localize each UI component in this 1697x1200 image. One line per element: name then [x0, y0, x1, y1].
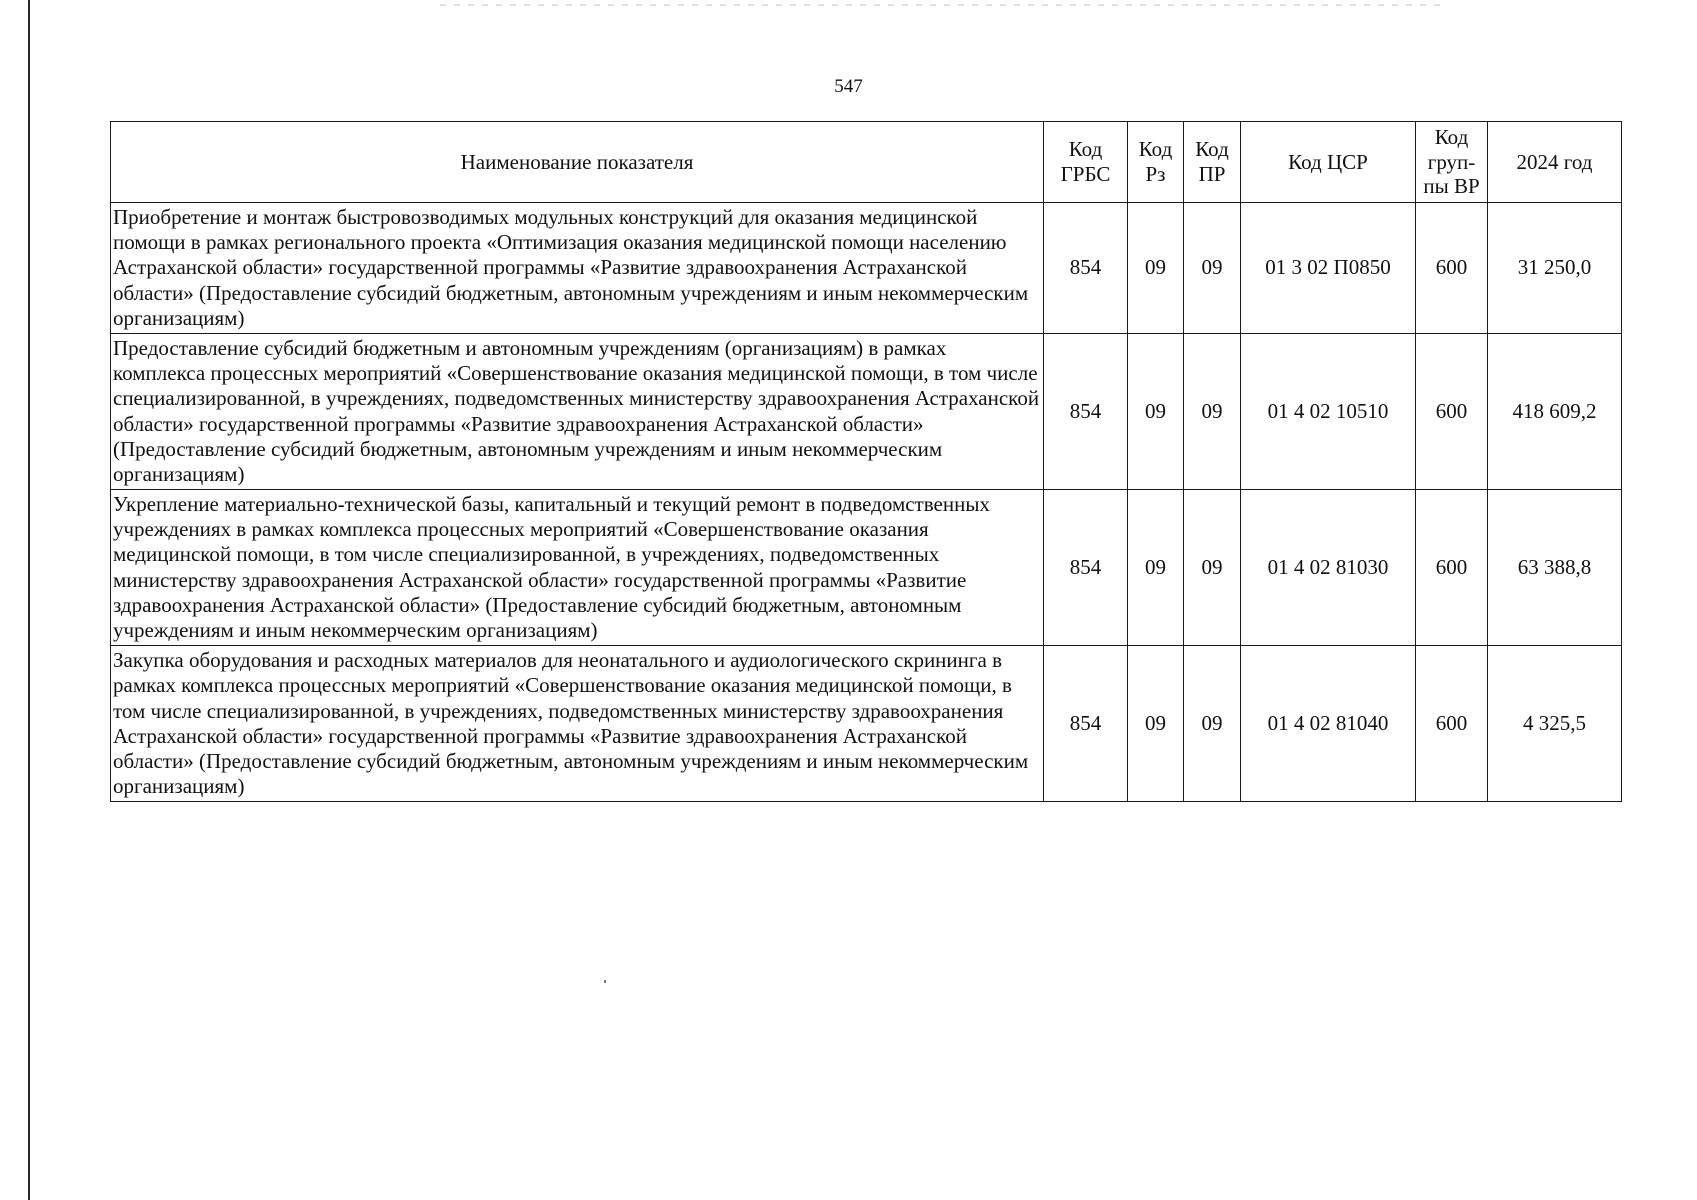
- header-year-2024: [1488, 122, 1622, 203]
- row-vr-code: 600: [1416, 203, 1488, 334]
- row-vr-code: 600: [1416, 333, 1488, 489]
- row-pr-code: 09: [1184, 333, 1241, 489]
- row-amount-2024: 31 250,0: [1488, 203, 1622, 334]
- header-rz-line2: Рз: [1145, 162, 1166, 186]
- row-csr-code: 01 4 02 10510: [1241, 333, 1416, 489]
- scan-speck: [604, 980, 606, 983]
- row-amount-2024: 4 325,5: [1488, 646, 1622, 802]
- row-csr-code: 01 4 02 81030: [1241, 490, 1416, 646]
- row-vr-code: 600: [1416, 646, 1488, 802]
- header-vr-line3: пы ВР: [1423, 174, 1480, 199]
- row-pr-code: 09: [1184, 203, 1241, 334]
- header-csr-code: [1241, 122, 1416, 203]
- table-row: [111, 646, 1622, 802]
- header-year-label: 2024 год: [1516, 149, 1593, 174]
- table-row: [111, 203, 1622, 334]
- header-vr-line2: груп-: [1427, 149, 1476, 174]
- row-rz-code: 09: [1128, 490, 1184, 646]
- header-vr-line1: Код: [1434, 124, 1469, 149]
- header-grbs-line2: ГРБС: [1060, 162, 1111, 186]
- table-header-row: [111, 122, 1622, 203]
- row-vr-code: 600: [1416, 490, 1488, 646]
- row-grbs-code: 854: [1044, 646, 1128, 802]
- row-grbs-code: 854: [1044, 490, 1128, 646]
- row-indicator-name: Приобретение и монтаж быстровозводимых модульных конструкций для оказания медицинской помощи в рамках регионального проекта «Оптимизация оказания медицинской помощи населению Астраханской области» государственной программы «Развитие здравоохранения Астраханской области» (Предоставление субсидий бюджетным, автономным учреждениям и иным некоммерческим организациям): [111, 203, 1044, 334]
- row-grbs-code: 854: [1044, 203, 1128, 334]
- table-row: [111, 490, 1622, 646]
- table-row: [111, 333, 1622, 489]
- header-csr-label: Код ЦСР: [1288, 149, 1368, 174]
- row-pr-code: 09: [1184, 490, 1241, 646]
- binding-edge-line: [28, 0, 30, 1200]
- row-csr-code: 01 4 02 81040: [1241, 646, 1416, 802]
- header-rz-line1: Код: [1138, 137, 1173, 162]
- header-rz-code: [1128, 122, 1184, 203]
- row-grbs-code: 854: [1044, 333, 1128, 489]
- row-indicator-name: Закупка оборудования и расходных материалов для неонатального и аудиологического скрининга в рамках комплекса процессных мероприятий «Совершенствование оказания медицинской помощи, в том числе специализированной, в учреждениях, подведомственных министерству здравоохранения Астраханской области» государственной программы «Развитие здравоохранения Астраханской области» (Предоставление субсидий бюджетным, автономным учреждениям и иным некоммерческим организациям): [111, 646, 1044, 802]
- page-number: 547: [834, 76, 863, 97]
- row-rz-code: 09: [1128, 646, 1184, 802]
- header-indicator-name: [111, 122, 1044, 203]
- row-csr-code: 01 3 02 П0850: [1241, 203, 1416, 334]
- header-grbs-code: [1044, 122, 1128, 203]
- budget-table: [110, 121, 1622, 802]
- row-indicator-name: Предоставление субсидий бюджетным и автономным учреждениям (организациям) в рамках комплекса процессных мероприятий «Совершенствование оказания медицинской помощи, в том числе специализированной, в учреждениях, подведомственных министерству здравоохранения Астраханской области» государственной программы «Развитие здравоохранения Астраханской области» (Предоставление субсидий бюджетным, автономным учреждениям и иным некоммерческим организациям): [111, 333, 1044, 489]
- header-grbs-line1: Код: [1068, 137, 1103, 162]
- row-amount-2024: 63 388,8: [1488, 490, 1622, 646]
- header-indicator-name-label: Наименование показателя: [460, 149, 694, 174]
- row-pr-code: 09: [1184, 646, 1241, 802]
- header-vr-code: [1416, 122, 1488, 203]
- row-indicator-name: Укрепление материально-технической базы, капитальный и текущий ремонт в подведомственных учреждениях в рамках комплекса процессных мероприятий «Совершенствование оказания медицинской помощи, в том числе специализированной, в учреждениях, подведомственных министерству здравоохранения Астраханской области» государственной программы «Развитие здравоохранения Астраханской области» (Предоставление субсидий бюджетным, автономным учреждениям и иным некоммерческим организациям): [111, 490, 1044, 646]
- row-rz-code: 09: [1128, 333, 1184, 489]
- scan-artifact-line: [440, 4, 1440, 6]
- header-pr-code: [1184, 122, 1241, 203]
- header-pr-line2: ПР: [1198, 162, 1226, 186]
- row-amount-2024: 418 609,2: [1488, 333, 1622, 489]
- header-pr-line1: Код: [1195, 137, 1229, 162]
- row-rz-code: 09: [1128, 203, 1184, 334]
